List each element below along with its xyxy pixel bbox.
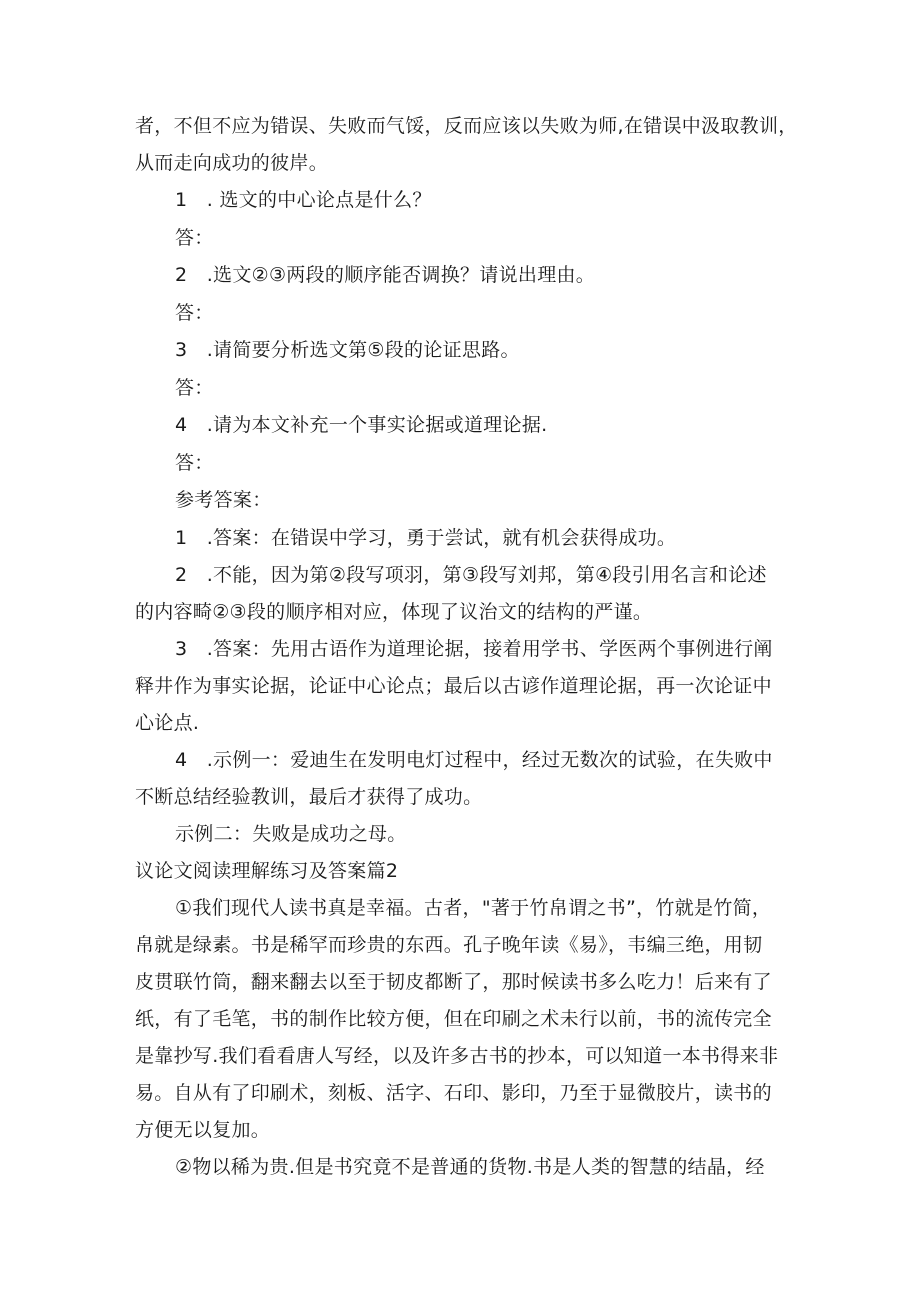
question-3: 3 .请简要分析选文第⑤段的论证思路。 bbox=[175, 339, 520, 361]
reference-answers-heading: 参考答案： bbox=[175, 489, 272, 511]
answer-3: 3 .答案：先用古语作为道理论据，接着用学书、学医两个事例进行阐 bbox=[175, 638, 773, 660]
answer-3-continued: 释井作为事实论据，论证中心论点；最后以古谚作道理论据，再一次论证中 bbox=[135, 675, 772, 697]
paragraph-line: 方便无以复加。 bbox=[135, 1119, 271, 1141]
section-heading: 议论文阅读理解练习及答案篇2 bbox=[135, 860, 399, 882]
paragraph-line: 帛就是绿素。书是稀罕而珍贵的东西。孔子晚年读《易》，韦编三绝，用韧 bbox=[135, 934, 763, 956]
paragraph-line: 从而走向成功的彼岸。 bbox=[135, 152, 329, 174]
paragraph-line: ②物以稀为贵.但是书究竟不是普通的货物.书是人类的智慧的结晶，经 bbox=[175, 1156, 765, 1178]
question-1: 1 . 选文的中心论点是什么？ bbox=[175, 189, 432, 211]
question-4: 4 .请为本文补充一个事实论据或道理论据. bbox=[175, 414, 548, 436]
paragraph-line: ①我们现代人读书真是幸福。古者，"著于竹帛谓之书”，竹就是竹简， bbox=[175, 897, 772, 919]
answer-3-continued: 心论点. bbox=[135, 712, 200, 734]
answer-2-continued: 的内容畸②③段的顺序相对应，体现了议治文的结构的严谨。 bbox=[135, 601, 653, 623]
answer-label: 答： bbox=[175, 227, 214, 249]
paragraph-line: 易。自从有了印刷术，刻板、活字、石印、影印，乃至于显微胶片，读书的 bbox=[135, 1082, 772, 1104]
paragraph-line: 纸，有了毛笔，书的制作比较方便，但在印刷之术未行以前，书的流传完全 bbox=[135, 1008, 772, 1030]
answer-2: 2 .不能，因为第②段写项羽，第③段写刘邦，第④段引用名言和论述 bbox=[175, 564, 767, 586]
answer-label: 答： bbox=[175, 452, 214, 474]
answer-4-example-2: 示例二：失败是成功之母。 bbox=[175, 823, 407, 845]
answer-4-continued: 不断总结经验教训，最后才获得了成功。 bbox=[135, 786, 483, 808]
paragraph-line: 皮贯联竹筒，翻来翻去以至于韧皮都断了，那时候读书多么吃力！后来有了 bbox=[135, 971, 772, 993]
paragraph-line: 是靠抄写.我们看看唐人写经，以及许多古书的抄本，可以知道一本书得来非 bbox=[135, 1045, 779, 1067]
paragraph-line: 者，不但不应为错误、失败而气馁，反而应该以失败为师,在错误中汲取教训， bbox=[135, 115, 798, 137]
answer-label: 答： bbox=[175, 302, 214, 324]
answer-4: 4 .示例一：爱迪生在发明电灯过程中，经过无数次的试验，在失败中 bbox=[175, 749, 773, 771]
question-2: 2 .选文②③两段的顺序能否调换？请说出理由。 bbox=[175, 264, 596, 286]
answer-1: 1 .答案：在错误中学习，勇于尝试，就有机会获得成功。 bbox=[175, 527, 677, 549]
answer-label: 答： bbox=[175, 377, 214, 399]
